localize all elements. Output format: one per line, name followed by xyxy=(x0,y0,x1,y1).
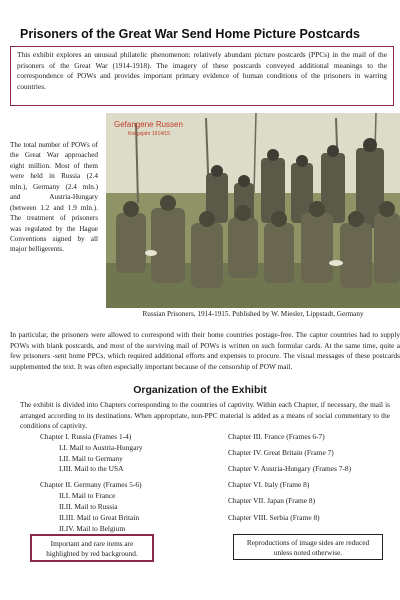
organization-heading: Organization of the Exhibit xyxy=(133,384,267,396)
chapter-title: Chapter V. Austria-Hungary (Frames 7-8) xyxy=(228,464,352,474)
chapter-sub: II.IV. Mail to Belgium xyxy=(59,523,126,533)
rare-items-note: Important and rare items are highlighted by red background. xyxy=(30,534,154,562)
chapter-title: Chapter VII. Japan (Frame 8) xyxy=(228,496,316,506)
chapter-title: Chapter I. Russia (Frames 1-4) xyxy=(40,432,132,441)
chapter-sub: I.I. Mail to Austria-Hungary xyxy=(59,442,143,452)
page-title: Prisoners of the Great War Send Home Picture Postcards xyxy=(20,27,360,41)
chapter-title: Chapter VIII. Serbia (Frame 8) xyxy=(228,512,320,522)
photo-label-line1: Gefangene Russen xyxy=(114,120,183,129)
organization-text: The exhibit is divided into Chapters corresponding to the countries of captivity. Within each Chapter, if necessary, the mail is arranged according to its destinations. When appropriate, non-PPC material is added as a means of social commentary to the conditions of captivity. xyxy=(20,400,390,431)
reproductions-note: Reproductions of image sides are reduced unless noted otherwise. xyxy=(233,534,383,560)
chapter-sub: I.II. Mail to Germany xyxy=(59,453,123,463)
chapter-sub: II.III. Mail to Great Britain xyxy=(59,512,140,522)
intro-box: This exhibit explores an unusual philatelic phenomenon: relatively abundant picture postcards (PPCs) in the mail of the prisoners of the Great War (1914-1918). The imagery of these postcards conveyed additional meanings to the correspondence of POWs and provides important primary evidence of human conditions of the prisoners in warring countries. xyxy=(10,46,394,106)
postcard-photo xyxy=(106,113,400,308)
russian-prisoners-illustration xyxy=(106,113,400,308)
correspondence-paragraph: In particular, the prisoners were allowed to correspond with their home countries postage-free. The captor countries had to supply POWs with blank postcards, and most of the surviving mail of POWs is written on such formular cards. At the same time, quite a few prisoners -sent home PPCs, which required additional efforts and expenses to procure. The visual messages of these postcards supplemented the text. It was often especially important because of the censorship of POW mail. xyxy=(10,330,400,371)
photo-caption: Russian Prisoners, 1914-1915. Published by W. Miesler, Lippstadt, Germany xyxy=(142,310,364,318)
photo-label-line2: Kriegsjahr 1914/15 xyxy=(128,131,170,137)
chapters-right-column xyxy=(228,432,400,529)
pow-statistics-text: The total number of POWs of the Great War approached eight million. Most of them were held in Russia (2.4 mln.), Germany (2.4 mln.) and Austria-Hungary (between 1.2 and 1.9 mln.). The treatment of prisoners was regulated by the Hague Conventions signed by all major belligerents. xyxy=(10,141,98,254)
chapter-sub: I.III. Mail to the USA xyxy=(59,464,124,474)
chapter-title: Chapter IV. Great Britain (Frame 7) xyxy=(228,448,334,458)
chapter-title: Chapter VI. Italy (Frame 8) xyxy=(228,480,310,490)
chapter-sub: II.II. Mail to Russia xyxy=(59,501,118,511)
chapter-title: Chapter III. France (Frames 6-7) xyxy=(228,432,325,441)
chapter-sub: II.I. Mail to France xyxy=(59,491,116,501)
chapter-title: Chapter II. Germany (Frames 5-6) xyxy=(40,480,142,490)
chapters-left-column xyxy=(40,432,210,534)
